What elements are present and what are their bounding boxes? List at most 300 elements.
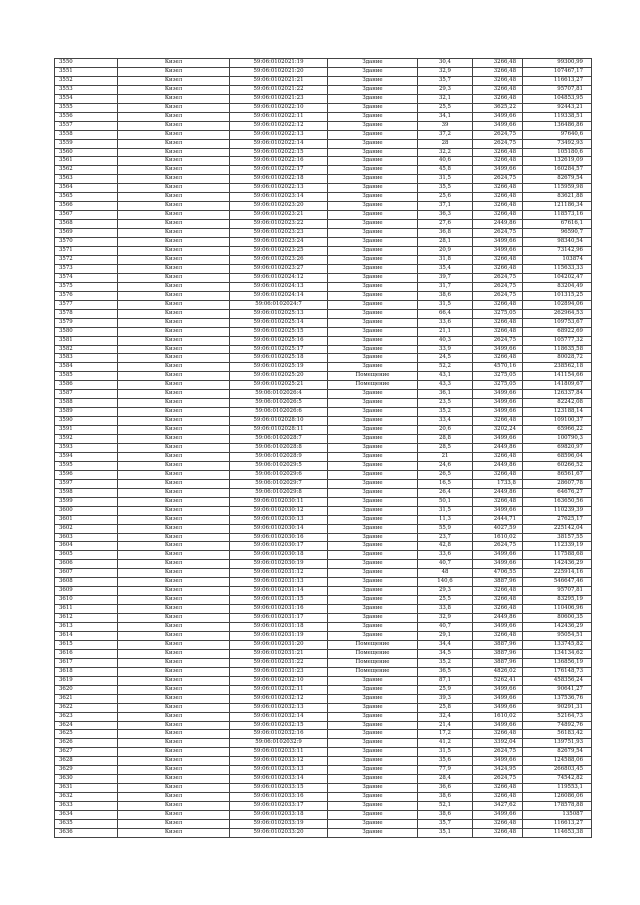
cadastral-number-cell: 59:06:0102023:21 <box>230 211 328 220</box>
rate-cell: 2449,86 <box>473 614 523 623</box>
city-cell: Кизел <box>118 85 230 94</box>
table-row <box>55 703 592 712</box>
value-cell: 109100,37 <box>523 417 592 426</box>
city-cell: Кизел <box>118 264 230 273</box>
object-type-cell: Здание <box>328 345 418 354</box>
cadastral-number-cell: 59:06:0102026:5 <box>230 399 328 408</box>
row-number: 3598 <box>55 488 118 497</box>
table-row <box>55 408 592 417</box>
table-row <box>55 470 592 479</box>
value-cell: 546647,46 <box>523 578 592 587</box>
city-cell: Кизел <box>118 247 230 256</box>
table-row <box>55 506 592 515</box>
object-type-cell: Здание <box>328 748 418 757</box>
area-cell: 28,5 <box>418 443 473 452</box>
cadastral-number-cell: 59:06:0102021:23 <box>230 94 328 103</box>
area-cell: 23,5 <box>418 399 473 408</box>
object-type-cell: Здание <box>328 327 418 336</box>
value-cell: 65966,22 <box>523 426 592 435</box>
row-number: 3629 <box>55 766 118 775</box>
city-cell: Кизел <box>118 461 230 470</box>
city-cell: Кизел <box>118 649 230 658</box>
area-cell: 32,2 <box>418 148 473 157</box>
object-type-cell: Здание <box>328 157 418 166</box>
table-row <box>55 811 592 820</box>
area-cell: 32,9 <box>418 614 473 623</box>
city-cell: Кизел <box>118 515 230 524</box>
row-number: 3602 <box>55 524 118 533</box>
object-type-cell: Здание <box>328 757 418 766</box>
row-number: 3560 <box>55 148 118 157</box>
cadastral-number-cell: 59:06:0102032:14 <box>230 712 328 721</box>
rate-cell: 3275,05 <box>473 309 523 318</box>
city-cell: Кизел <box>118 59 230 68</box>
value-cell: 225142,04 <box>523 524 592 533</box>
rate-cell: 3266,48 <box>473 417 523 426</box>
value-cell: 133745,82 <box>523 640 592 649</box>
row-number: 3567 <box>55 211 118 220</box>
table-row <box>55 632 592 641</box>
object-type-cell: Здание <box>328 247 418 256</box>
table-row <box>55 175 592 184</box>
city-cell: Кизел <box>118 596 230 605</box>
table-row <box>55 524 592 533</box>
object-type-cell: Помещение <box>328 667 418 676</box>
city-cell: Кизел <box>118 193 230 202</box>
table-row <box>55 220 592 229</box>
city-cell: Кизел <box>118 784 230 793</box>
rate-cell: 4826,02 <box>473 667 523 676</box>
value-cell: 115633,33 <box>523 264 592 273</box>
object-type-cell: Здание <box>328 363 418 372</box>
object-type-cell: Здание <box>328 390 418 399</box>
value-cell: 92443,21 <box>523 103 592 112</box>
city-cell: Кизел <box>118 139 230 148</box>
area-cell: 87,1 <box>418 676 473 685</box>
area-cell: 37,1 <box>418 202 473 211</box>
cadastral-number-cell: 59:06:0102025:19 <box>230 363 328 372</box>
area-cell: 17,2 <box>418 730 473 739</box>
table-row <box>55 112 592 121</box>
area-cell: 55,9 <box>418 524 473 533</box>
value-cell: 116613,27 <box>523 820 592 829</box>
city-cell: Кизел <box>118 775 230 784</box>
row-number: 3604 <box>55 542 118 551</box>
value-cell: 134134,62 <box>523 649 592 658</box>
rate-cell: 3266,48 <box>473 318 523 327</box>
value-cell: 68596,04 <box>523 452 592 461</box>
rate-cell: 3499,66 <box>473 435 523 444</box>
cadastral-number-cell: 59:06:0102025:15 <box>230 327 328 336</box>
value-cell: 110239,39 <box>523 506 592 515</box>
area-cell: 34,5 <box>418 649 473 658</box>
table-row <box>55 426 592 435</box>
object-type-cell: Здание <box>328 175 418 184</box>
table-row <box>55 766 592 775</box>
rate-cell: 3499,66 <box>473 345 523 354</box>
object-type-cell: Здание <box>328 85 418 94</box>
row-number: 3600 <box>55 506 118 515</box>
table-row <box>55 264 592 273</box>
row-number: 3585 <box>55 372 118 381</box>
table-row <box>55 739 592 748</box>
table-row <box>55 417 592 426</box>
cadastral-number-cell: 59:06:0102033:20 <box>230 828 328 837</box>
value-cell: 141154,66 <box>523 372 592 381</box>
object-type-cell: Здание <box>328 443 418 452</box>
area-cell: 43,1 <box>418 372 473 381</box>
object-type-cell: Здание <box>328 497 418 506</box>
city-cell: Кизел <box>118 811 230 820</box>
cadastral-number-cell: 59:06:0102029:8 <box>230 488 328 497</box>
cadastral-number-cell: 59:06:0102028:11 <box>230 426 328 435</box>
table-row <box>55 94 592 103</box>
city-cell: Кизел <box>118 524 230 533</box>
city-cell: Кизел <box>118 157 230 166</box>
row-number: 3596 <box>55 470 118 479</box>
value-cell: 118573,16 <box>523 211 592 220</box>
table-row <box>55 461 592 470</box>
object-type-cell: Здание <box>328 121 418 130</box>
table-row <box>55 605 592 614</box>
table-row <box>55 157 592 166</box>
value-cell: 124588,06 <box>523 757 592 766</box>
cadastral-number-cell: 59:06:0102030:16 <box>230 533 328 542</box>
cadastral-number-cell: 59:06:0102022:13 <box>230 184 328 193</box>
value-cell: 102894,06 <box>523 300 592 309</box>
cadastral-number-cell: 59:06:0102032:13 <box>230 703 328 712</box>
table-row <box>55 184 592 193</box>
rate-cell: 3266,48 <box>473 67 523 76</box>
value-cell: 69820,97 <box>523 443 592 452</box>
city-cell: Кизел <box>118 381 230 390</box>
value-cell: 100790,3 <box>523 435 592 444</box>
value-cell: 238562,18 <box>523 363 592 372</box>
value-cell: 95707,81 <box>523 85 592 94</box>
value-cell: 119553,1 <box>523 784 592 793</box>
cadastral-number-cell: 59:06:0102033:14 <box>230 775 328 784</box>
row-number: 3563 <box>55 175 118 184</box>
table-row <box>55 59 592 68</box>
row-number: 3601 <box>55 515 118 524</box>
area-cell: 26,5 <box>418 470 473 479</box>
value-cell: 86561,67 <box>523 470 592 479</box>
city-cell: Кизел <box>118 479 230 488</box>
cadastral-number-cell: 59:06:0102032:11 <box>230 685 328 694</box>
area-cell: 38,6 <box>418 793 473 802</box>
rate-cell: 3266,48 <box>473 784 523 793</box>
cadastral-number-cell: 59:06:0102031:23 <box>230 667 328 676</box>
cadastral-number-cell: 59:06:0102022:18 <box>230 175 328 184</box>
object-type-cell: Здание <box>328 166 418 175</box>
row-number: 3613 <box>55 623 118 632</box>
city-cell: Кизел <box>118 345 230 354</box>
object-type-cell: Здание <box>328 515 418 524</box>
city-cell: Кизел <box>118 766 230 775</box>
area-cell: 33,9 <box>418 345 473 354</box>
city-cell: Кизел <box>118 793 230 802</box>
city-cell: Кизел <box>118 76 230 85</box>
table-row <box>55 479 592 488</box>
cadastral-number-cell: 59:06:0102033:12 <box>230 757 328 766</box>
row-number: 3569 <box>55 229 118 238</box>
cadastral-number-cell: 59:06:0102030:13 <box>230 515 328 524</box>
city-cell: Кизел <box>118 533 230 542</box>
row-number: 3578 <box>55 309 118 318</box>
value-cell: 139751,93 <box>523 739 592 748</box>
rate-cell: 3266,48 <box>473 828 523 837</box>
object-type-cell: Здание <box>328 802 418 811</box>
value-cell: 141809,67 <box>523 381 592 390</box>
area-cell: 24,6 <box>418 461 473 470</box>
row-number: 3624 <box>55 721 118 730</box>
table-row <box>55 667 592 676</box>
rate-cell: 4027,59 <box>473 524 523 533</box>
city-cell: Кизел <box>118 658 230 667</box>
cadastral-number-cell: 59:06:0102022:15 <box>230 148 328 157</box>
table-row <box>55 327 592 336</box>
table-row <box>55 166 592 175</box>
row-number: 3628 <box>55 757 118 766</box>
row-number: 3625 <box>55 730 118 739</box>
area-cell: 43,3 <box>418 381 473 390</box>
table-row <box>55 139 592 148</box>
rate-cell: 3266,48 <box>473 587 523 596</box>
table-row <box>55 775 592 784</box>
row-number: 3619 <box>55 676 118 685</box>
area-cell: 35,5 <box>418 184 473 193</box>
object-type-cell: Здание <box>328 569 418 578</box>
row-number: 3630 <box>55 775 118 784</box>
city-cell: Кизел <box>118 408 230 417</box>
cadastral-number-cell: 59:06:0102025:20 <box>230 372 328 381</box>
row-number: 3590 <box>55 417 118 426</box>
table-row <box>55 435 592 444</box>
row-number: 3564 <box>55 184 118 193</box>
object-type-cell: Здание <box>328 435 418 444</box>
rate-cell: 3499,66 <box>473 506 523 515</box>
object-type-cell: Здание <box>328 318 418 327</box>
value-cell: 80600,35 <box>523 614 592 623</box>
rate-cell: 3266,48 <box>473 730 523 739</box>
cadastral-number-cell: 59:06:0102033:16 <box>230 793 328 802</box>
area-cell: 39,7 <box>418 273 473 282</box>
city-cell: Кизел <box>118 694 230 703</box>
cadastral-number-cell: 59:06:0102022:12 <box>230 121 328 130</box>
rate-cell: 1610,02 <box>473 712 523 721</box>
value-cell: 90641,27 <box>523 685 592 694</box>
cadastral-number-cell: 59:06:0102023:26 <box>230 255 328 264</box>
cadastral-number-cell: 59:06:0102030:17 <box>230 542 328 551</box>
area-cell: 31,7 <box>418 282 473 291</box>
rate-cell: 3499,66 <box>473 390 523 399</box>
row-number: 3617 <box>55 658 118 667</box>
object-type-cell: Здание <box>328 694 418 703</box>
table-row <box>55 309 592 318</box>
table-row <box>55 793 592 802</box>
value-cell: 178578,88 <box>523 802 592 811</box>
city-cell: Кизел <box>118 327 230 336</box>
cadastral-number-cell: 59:06:0102025:18 <box>230 354 328 363</box>
cadastral-number-cell: 59:06:0102028:9 <box>230 452 328 461</box>
rate-cell: 3275,05 <box>473 372 523 381</box>
rate-cell: 3266,48 <box>473 327 523 336</box>
row-number: 3620 <box>55 685 118 694</box>
row-number: 3611 <box>55 605 118 614</box>
row-number: 3594 <box>55 452 118 461</box>
row-number: 3556 <box>55 112 118 121</box>
property-table <box>54 58 592 838</box>
area-cell: 52,1 <box>418 802 473 811</box>
rate-cell: 3499,66 <box>473 560 523 569</box>
value-cell: 83295,19 <box>523 596 592 605</box>
area-cell: 31,5 <box>418 300 473 309</box>
city-cell: Кизел <box>118 220 230 229</box>
area-cell: 36,1 <box>418 390 473 399</box>
row-number: 3588 <box>55 399 118 408</box>
table-row <box>55 802 592 811</box>
value-cell: 114653,38 <box>523 828 592 837</box>
rate-cell: 3887,96 <box>473 640 523 649</box>
rate-cell: 3499,66 <box>473 247 523 256</box>
city-cell: Кизел <box>118 426 230 435</box>
row-number: 3558 <box>55 130 118 139</box>
city-cell: Кизел <box>118 470 230 479</box>
value-cell: 95054,51 <box>523 632 592 641</box>
city-cell: Кизел <box>118 363 230 372</box>
rate-cell: 2624,75 <box>473 336 523 345</box>
city-cell: Кизел <box>118 175 230 184</box>
city-cell: Кизел <box>118 309 230 318</box>
object-type-cell: Здание <box>328 623 418 632</box>
city-cell: Кизел <box>118 318 230 327</box>
city-cell: Кизел <box>118 452 230 461</box>
object-type-cell: Здание <box>328 291 418 300</box>
rate-cell: 2449,86 <box>473 488 523 497</box>
row-number: 3583 <box>55 354 118 363</box>
table-row <box>55 721 592 730</box>
rate-cell: 2624,75 <box>473 542 523 551</box>
value-cell: 27625,17 <box>523 515 592 524</box>
object-type-cell: Здание <box>328 811 418 820</box>
object-type-cell: Здание <box>328 820 418 829</box>
object-type-cell: Здание <box>328 354 418 363</box>
rate-cell: 5262,41 <box>473 676 523 685</box>
rate-cell: 3266,48 <box>473 596 523 605</box>
rate-cell: 1610,02 <box>473 533 523 542</box>
city-cell: Кизел <box>118 488 230 497</box>
rate-cell: 3427,62 <box>473 802 523 811</box>
table-row <box>55 820 592 829</box>
area-cell: 28 <box>418 139 473 148</box>
rate-cell: 3266,48 <box>473 255 523 264</box>
area-cell: 25,5 <box>418 596 473 605</box>
rate-cell: 3266,48 <box>473 184 523 193</box>
area-cell: 35,2 <box>418 408 473 417</box>
value-cell: 67616,1 <box>523 220 592 229</box>
area-cell: 45,8 <box>418 166 473 175</box>
rate-cell: 3266,48 <box>473 820 523 829</box>
table-row <box>55 247 592 256</box>
cadastral-number-cell: 59:06:0102022:16 <box>230 157 328 166</box>
row-number: 3632 <box>55 793 118 802</box>
rate-cell: 3499,66 <box>473 399 523 408</box>
table-row <box>55 685 592 694</box>
cadastral-number-cell: 59:06:0102021:19 <box>230 59 328 68</box>
value-cell: 83204,49 <box>523 282 592 291</box>
cadastral-number-cell: 59:06:0102028:10 <box>230 417 328 426</box>
table-row <box>55 578 592 587</box>
object-type-cell: Здание <box>328 67 418 76</box>
area-cell: 40,7 <box>418 560 473 569</box>
city-cell: Кизел <box>118 273 230 282</box>
city-cell: Кизел <box>118 820 230 829</box>
row-number: 3608 <box>55 578 118 587</box>
area-cell: 36,6 <box>418 784 473 793</box>
object-type-cell: Здание <box>328 309 418 318</box>
cadastral-number-cell: 59:06:0102033:18 <box>230 811 328 820</box>
cadastral-number-cell: 59:06:0102025:21 <box>230 381 328 390</box>
area-cell: 25,8 <box>418 703 473 712</box>
area-cell: 50,1 <box>418 497 473 506</box>
value-cell: 116613,27 <box>523 76 592 85</box>
area-cell: 40,7 <box>418 623 473 632</box>
rate-cell: 2624,75 <box>473 282 523 291</box>
table-row <box>55 238 592 247</box>
area-cell: 33,6 <box>418 551 473 560</box>
value-cell: 56183,42 <box>523 730 592 739</box>
city-cell: Кизел <box>118 282 230 291</box>
area-cell: 41,2 <box>418 739 473 748</box>
rate-cell: 3266,48 <box>473 452 523 461</box>
city-cell: Кизел <box>118 103 230 112</box>
table-row <box>55 372 592 381</box>
row-number: 3579 <box>55 318 118 327</box>
city-cell: Кизел <box>118 255 230 264</box>
value-cell: 137536,76 <box>523 694 592 703</box>
object-type-cell: Здание <box>328 614 418 623</box>
table-row <box>55 390 592 399</box>
area-cell: 28,4 <box>418 775 473 784</box>
object-type-cell: Здание <box>328 94 418 103</box>
city-cell: Кизел <box>118 211 230 220</box>
city-cell: Кизел <box>118 623 230 632</box>
city-cell: Кизел <box>118 291 230 300</box>
object-type-cell: Здание <box>328 452 418 461</box>
city-cell: Кизел <box>118 94 230 103</box>
table-row <box>55 336 592 345</box>
rate-cell: 2624,75 <box>473 273 523 282</box>
value-cell: 115959,98 <box>523 184 592 193</box>
row-number: 3555 <box>55 103 118 112</box>
table-row <box>55 318 592 327</box>
row-number: 3562 <box>55 166 118 175</box>
rate-cell: 2624,75 <box>473 291 523 300</box>
table-row <box>55 649 592 658</box>
cadastral-number-cell: 59:06:0102021:20 <box>230 67 328 76</box>
city-cell: Кизел <box>118 828 230 837</box>
city-cell: Кизел <box>118 506 230 515</box>
area-cell: 40,3 <box>418 336 473 345</box>
table-row <box>55 76 592 85</box>
object-type-cell: Здание <box>328 130 418 139</box>
value-cell: 126086,06 <box>523 793 592 802</box>
value-cell: 136486,86 <box>523 121 592 130</box>
table-row <box>55 515 592 524</box>
cadastral-number-cell: 59:06:0102031:17 <box>230 614 328 623</box>
value-cell: 123188,14 <box>523 408 592 417</box>
value-cell: 82242,08 <box>523 399 592 408</box>
